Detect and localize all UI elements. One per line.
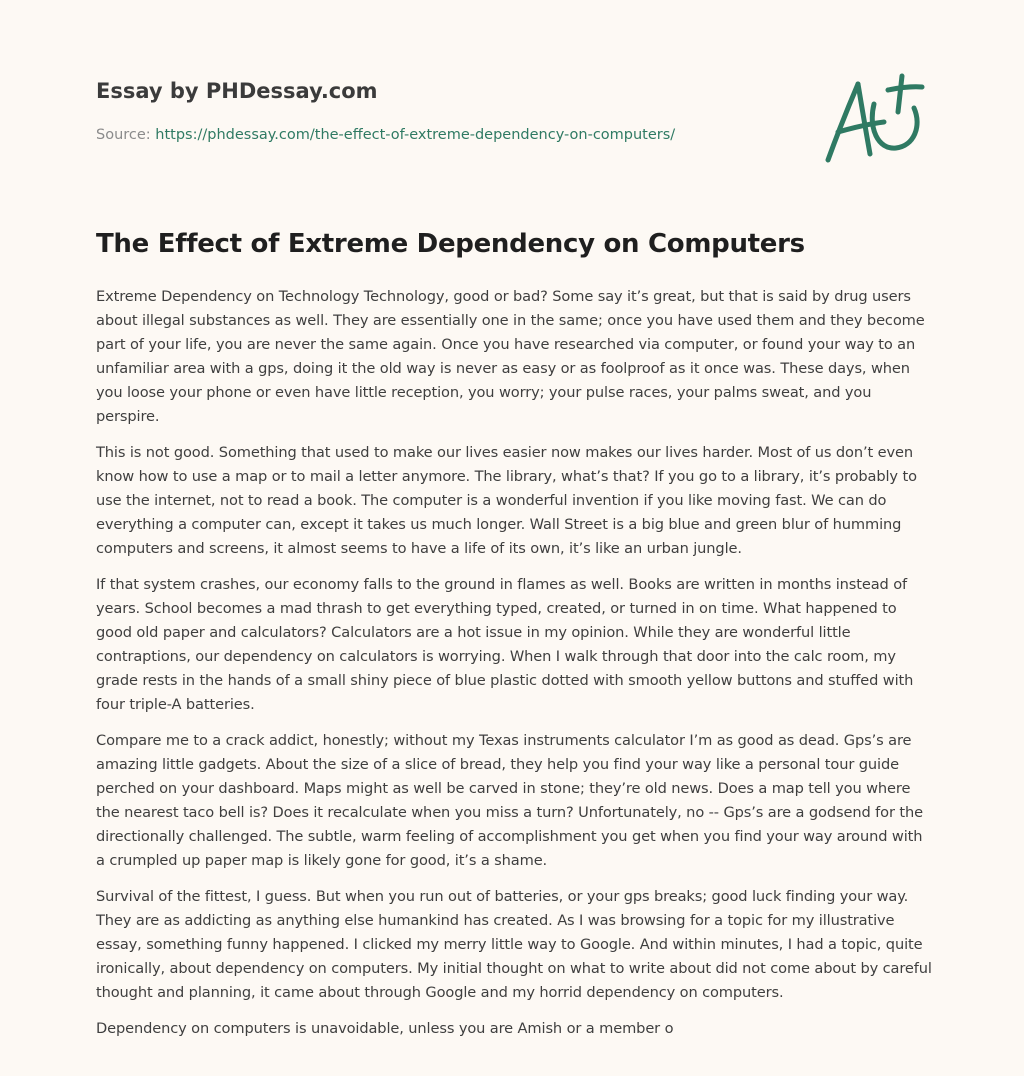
essay-paragraph: If that system crashes, our economy falls to the ground in flames as well. Books are written in months instead of years. School becomes a mad thrash to get everything typed, created, or turned in on time. What happened to good old paper and calculators? Calculators are a hot issue in my opinion. While they are wonderful little contraptions, our dependency on calculators is worrying. When I walk through that door into the calc room, my grade rests in the hands of a small shiny piece of blue plastic dotted with smooth yellow buttons and stuffed with four triple-A batteries. [96, 576, 914, 713]
source-line [96, 125, 796, 145]
essay-title: The Effect of Extreme Dependency on Computers [96, 229, 805, 259]
essay-body [96, 285, 932, 1053]
essay-paragraph: Extreme Dependency on Technology Technology, good or bad? Some say it’s great, but that is said by drug users about illegal substances as well. They are essentially one in the same; once you have used them and they become part of your life, you are never the same again. Once you have researched via computer, or found your way to an unfamiliar area with a gps, doing it the old way is never as easy or as foolproof as it once was. These days, when you loose your phone or even have little reception, you worry; your pulse races, your palms sweat, and you perspire. [96, 288, 925, 425]
site-header [96, 78, 796, 145]
essay-paragraph: Dependency on computers is unavoidable, unless you are Amish or a member o [96, 1020, 674, 1037]
essay-paragraph: This is not good. Something that used to make our lives easier now makes our lives harder. Most of us don’t even know how to use a map or to mail a letter anymore. The library, what’s that? If you go to a library, it’s probably to use the internet, not to read a book. The computer is a wonderful invention if you like moving fast. We can do everything a computer can, except it takes us much longer. Wall Street is a big blue and green blur of humming computers and screens, it almost seems to have a life of its own, it’s like an urban jungle. [96, 444, 917, 557]
source-link[interactable]: https://phdessay.com/the-effect-of-extreme-dependency-on-computers/ [155, 127, 676, 143]
a-plus-grade-icon [822, 68, 932, 168]
site-title: Essay by PHDessay.com [96, 79, 378, 103]
essay-paragraph: Survival of the fittest, I guess. But when you run out of batteries, or your gps breaks; good luck finding your way. They are as addicting as anything else humankind has created. As I was browsing for a topic for my illustrative essay, something funny happened. I clicked my merry little way to Google. And within minutes, I had a topic, quite ironically, about dependency on computers. My initial thought on what to write about did not come about by careful thought and planning, it came about through Google and my horrid dependency on computers. [96, 888, 932, 1001]
essay-paragraph: Compare me to a crack addict, honestly; without my Texas instruments calculator I’m as good as dead. Gps’s are amazing little gadgets. About the size of a slice of bread, they help you find your way like a personal tour guide perched on your dashboard. Maps might as well be carved in stone; they’re old news. Does a map tell you where the nearest taco bell is? Does it recalculate when you miss a turn? Unfortunately, no -- Gps’s are a godsend for the directionally challenged. The subtle, warm feeling of accomplishment you get when you find your way around with a crumpled up paper map is likely gone for good, it’s a shame. [96, 732, 923, 869]
source-label: Source: [96, 127, 151, 143]
